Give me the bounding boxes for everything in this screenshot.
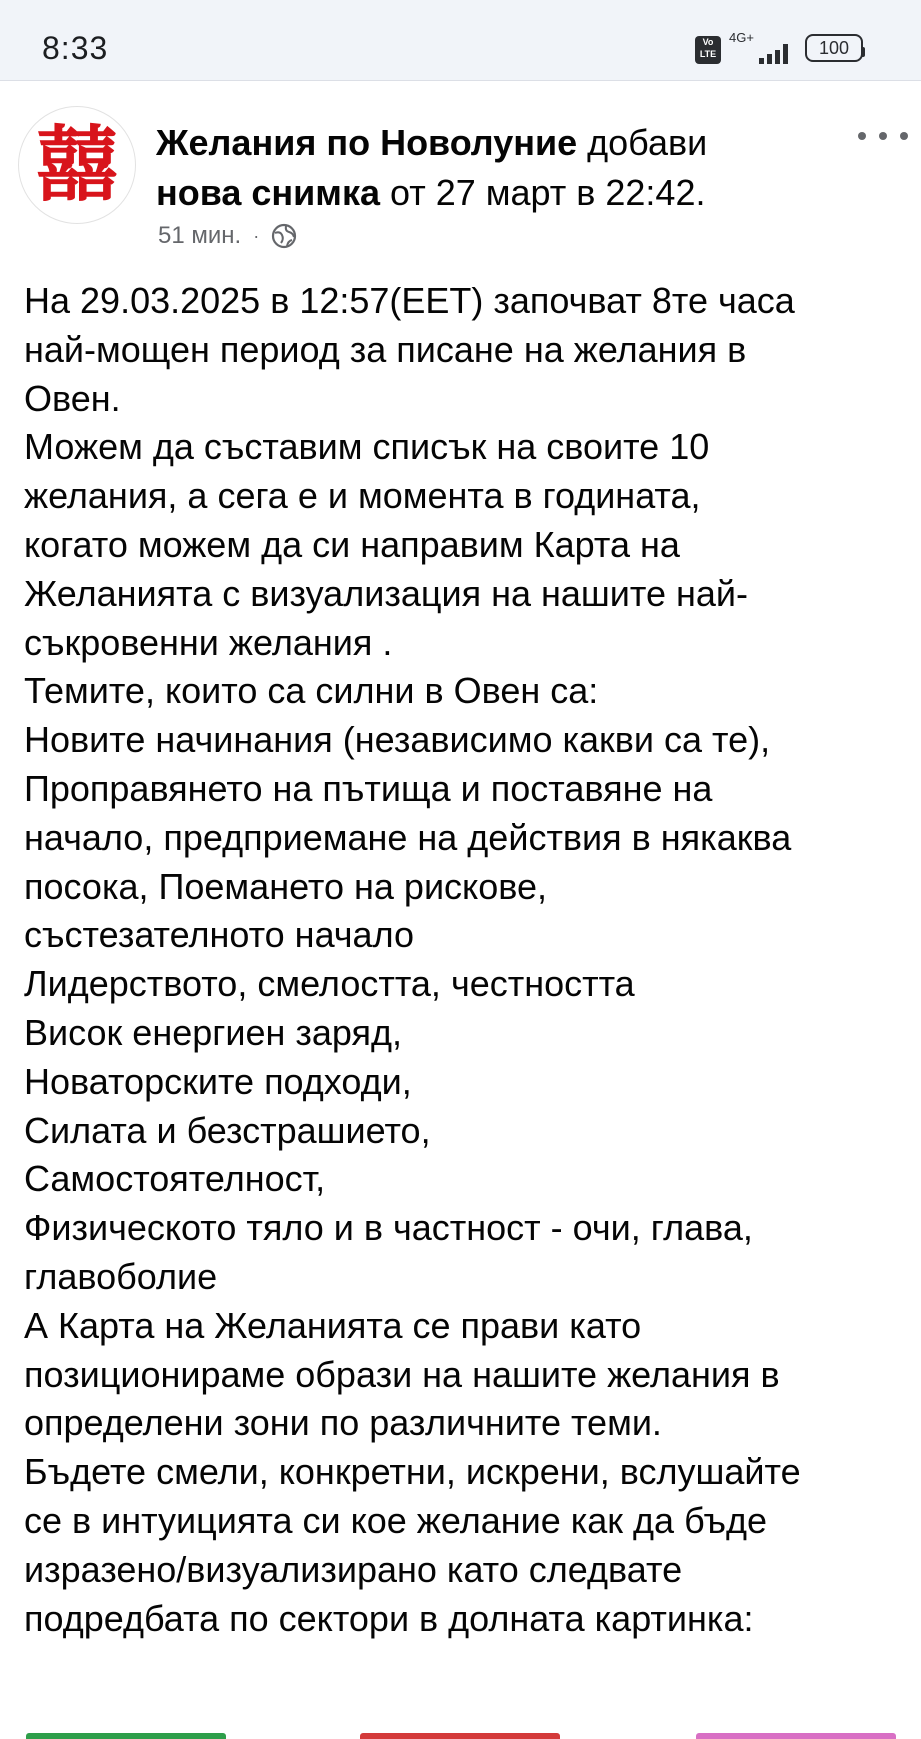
post-text-line: Физическото тяло и в частност - очи, глава, <box>24 1207 753 1249</box>
action-text: добави <box>577 122 708 163</box>
preview-red-edge <box>360 1733 560 1739</box>
page-avatar[interactable] <box>18 106 136 224</box>
post-text-line: главоболие <box>24 1255 218 1297</box>
post-body <box>24 277 904 1643</box>
status-bar <box>0 0 921 81</box>
post-text-line: Темите, които са силни в Овен са: <box>24 670 599 712</box>
signal-icon <box>729 30 791 66</box>
photo-link[interactable]: нова снимка <box>156 172 380 213</box>
post-text-line: Самостоятелност, <box>24 1158 326 1200</box>
post-text-line: А Карта на Желанията се прави като <box>24 1304 642 1346</box>
battery-nub <box>861 47 865 57</box>
post-text-line: определени зони по различните теми. <box>24 1402 662 1444</box>
more-dot <box>879 132 887 140</box>
time-ago[interactable]: 51 мин. <box>158 222 242 249</box>
post-text-line: Новите начинания (независимо какви са те), <box>24 719 771 761</box>
globe-icon <box>271 223 297 249</box>
post-text-line: начало, предприемане на действия в някаква <box>24 816 792 858</box>
post-text-line: Желанията с визуализация на нашите най- <box>24 572 748 614</box>
volte-icon: Vo LTE <box>695 36 721 64</box>
signal-bar-1 <box>759 58 764 64</box>
post-text-line: Силата и безстрашието, <box>24 1109 431 1151</box>
post-text-line: Бъдете смели, конкретни, искрени, вслушайте <box>24 1451 801 1493</box>
post-text-line: съкровенни желания . <box>24 621 393 663</box>
more-dot <box>900 132 908 140</box>
post-text-line: най-мощен период за писане на желания в <box>24 328 747 370</box>
post-text-line: състезателното начало <box>24 914 415 956</box>
avatar-glyph: 囍 <box>35 117 119 213</box>
post-text-line: Новаторските подходи, <box>24 1060 412 1102</box>
more-dot <box>858 132 866 140</box>
post-text-line: подредбата по сектори в долната картинка: <box>24 1597 754 1639</box>
post-text-line: Висок енергиен заряд, <box>24 1011 403 1053</box>
status-time: 8:33 <box>42 30 109 66</box>
post-header <box>156 118 776 218</box>
double-happiness-icon <box>19 107 135 223</box>
post-text-line: посока, Поемането на рискове, <box>24 865 547 907</box>
signal-bar-2 <box>767 54 772 64</box>
photo-preview-edge[interactable] <box>0 1733 921 1739</box>
post-text-line: се в интуицията си кое желание как да бъде <box>24 1499 768 1541</box>
battery-icon <box>805 34 863 62</box>
post-meta <box>158 222 297 250</box>
post-text-line: Овен. <box>24 377 121 419</box>
date-text: от 27 март в 22:42. <box>379 172 706 213</box>
post-text-line: когато можем да си направим Карта на <box>24 523 680 565</box>
battery-level: 100 <box>818 38 850 58</box>
post-text-line: Проправянето на пътища и поставяне на <box>24 767 713 809</box>
more-options-button[interactable] <box>858 118 908 154</box>
post-text-line: На 29.03.2025 в 12:57(EET) започват 8те часа <box>24 280 795 321</box>
post-text-line: изразено/визуализирано като следвате <box>24 1548 683 1590</box>
preview-pink-edge <box>696 1733 896 1739</box>
author-name[interactable]: Желания по Новолуние <box>156 122 578 163</box>
meta-separator: · <box>253 225 260 246</box>
network-type-label: 4G+ <box>729 30 754 45</box>
post-text-line: позиционираме образи на нашите желания в <box>24 1353 780 1395</box>
post-text-line: Лидерството, смелостта, честността <box>24 963 635 1005</box>
signal-bar-3 <box>775 50 780 64</box>
signal-bar-4 <box>783 44 788 64</box>
preview-green-edge <box>26 1733 226 1739</box>
post-text-line: желания, а сега е и момента в годината, <box>24 475 701 517</box>
post-text-line: Можем да съставим списък на своите 10 <box>24 426 710 468</box>
